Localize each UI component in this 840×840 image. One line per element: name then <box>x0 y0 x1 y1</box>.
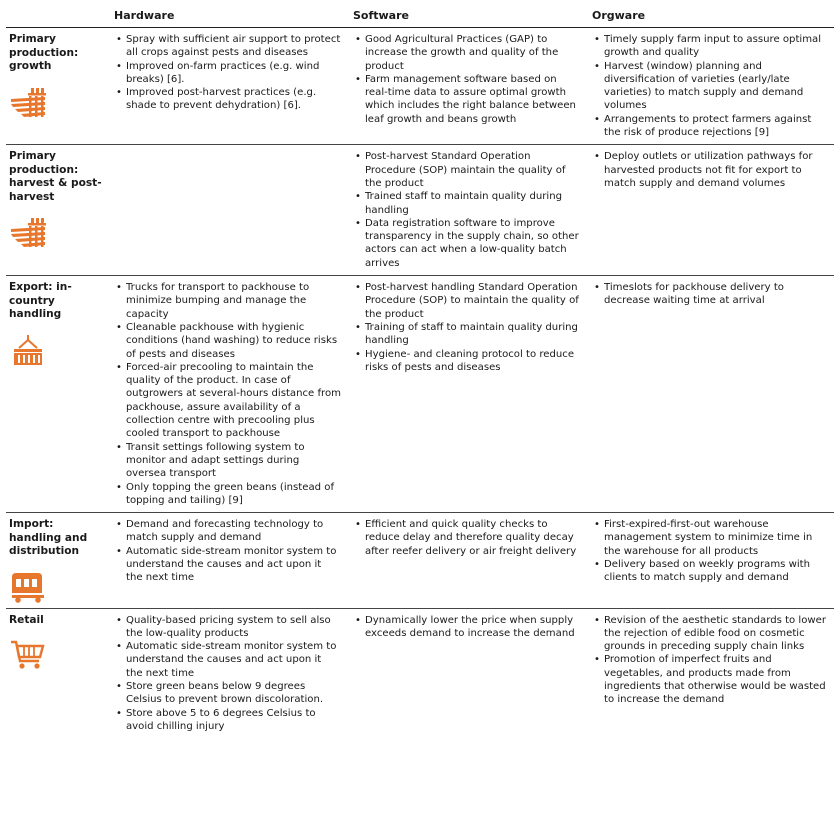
hardware-list <box>112 281 341 507</box>
measures-table <box>6 3 834 738</box>
software-cell <box>345 28 584 145</box>
hardware-cell <box>106 513 345 609</box>
stage-cell <box>6 28 106 145</box>
stage-label: Primary production: harvest & post-harvest <box>9 150 102 203</box>
delivery-truck-icon <box>9 571 47 603</box>
list-item: • Post-harvest handling Standard Operation Procedure (SOP) to maintain the quality of the product <box>365 281 580 321</box>
software-list <box>351 614 580 641</box>
list-item: • Data registration software to improve transparency in the supply chain, so other actors can act when a low-quality batch arrives <box>365 217 580 270</box>
hardware-cell <box>106 276 345 513</box>
list-item: • Trained staff to maintain quality during handling <box>365 190 580 217</box>
list-item: • Trucks for transport to packhouse to minimize bumping and manage the capacity <box>126 281 341 321</box>
list-item: • Spray with sufficient air support to protect all crops against pests and diseases <box>126 33 341 60</box>
orgware-cell <box>584 145 834 276</box>
software-cell <box>345 145 584 276</box>
list-item: • Store above 5 to 6 degrees Celsius to avoid chilling injury <box>126 707 341 734</box>
orgware-list <box>590 281 830 308</box>
software-cell <box>345 513 584 609</box>
list-item: • Training of staff to maintain quality during handling <box>365 321 580 348</box>
list-item: • Store green beans below 9 degrees Celsius to prevent brown discoloration. <box>126 680 341 707</box>
field-crop-icon <box>9 86 47 118</box>
list-item: • Timeslots for packhouse delivery to decrease waiting time at arrival <box>604 281 830 308</box>
list-item: • Revision of the aesthetic standards to lower the rejection of edible food on cosmetic grounds in preceding supply chain links <box>604 614 830 654</box>
table-row <box>6 276 834 513</box>
orgware-list <box>590 518 830 584</box>
stage-label: Import: handling and distribution <box>9 518 88 558</box>
list-item: • Harvest (window) planning and diversification of varieties (early/late varieties) to match supply and demand volumes <box>604 60 830 113</box>
orgware-list <box>590 150 830 190</box>
stage-label: Primary production: growth <box>9 33 79 72</box>
orgware-cell <box>584 28 834 145</box>
software-list <box>351 281 580 374</box>
list-item: • Improved post-harvest practices (e.g. shade to prevent dehydration) [6]. <box>126 86 341 113</box>
header-orgware: Orgware <box>584 3 834 28</box>
list-item: • Automatic side-stream monitor system to understand the causes and act upon it the next time <box>126 545 341 585</box>
list-item: • Promotion of imperfect fruits and vegetables, and products made from ingredients that otherwise would be wasted to increase the demand <box>604 653 830 706</box>
software-cell <box>345 276 584 513</box>
list-item: • First-expired-first-out warehouse management system to minimize time in the warehouse for all products <box>604 518 830 558</box>
list-item: • Dynamically lower the price when supply exceeds demand to increase the demand <box>365 614 580 641</box>
list-item: • Efficient and quick quality checks to reduce delay and therefore quality decay after reefer delivery or air freight delivery <box>365 518 580 558</box>
list-item: • Cleanable packhouse with hygienic conditions (hand washing) to reduce risks of pests and diseases <box>126 321 341 361</box>
software-list <box>351 33 580 126</box>
hardware-cell <box>106 145 345 276</box>
header-hardware: Hardware <box>106 3 345 28</box>
list-item: • Forced-air precooling to maintain the quality of the product. In case of outgrowers at several-hours distance from packhouse, assure availability of a collection centre with precooling plus cooled transport to packhouse <box>126 361 341 441</box>
stage-cell <box>6 145 106 276</box>
header-row <box>6 3 834 28</box>
table-row <box>6 608 834 738</box>
header-software: Software <box>345 3 584 28</box>
stage-label: Export: in-country handling <box>9 281 72 321</box>
hardware-cell <box>106 608 345 738</box>
list-item: • Arrangements to protect farmers against the risk of produce rejections [9] <box>604 113 830 140</box>
table-row <box>6 513 834 609</box>
orgware-cell <box>584 513 834 609</box>
list-item: • Only topping the green beans (instead of topping and tailing) [9] <box>126 481 341 508</box>
table-row <box>6 145 834 276</box>
list-item: • Delivery based on weekly programs with clients to match supply and demand <box>604 558 830 585</box>
software-cell <box>345 608 584 738</box>
orgware-cell <box>584 276 834 513</box>
orgware-cell <box>584 608 834 738</box>
orgware-list <box>590 33 830 139</box>
header-stage <box>6 3 106 28</box>
stage-cell <box>6 276 106 513</box>
table-row <box>6 28 834 145</box>
list-item: • Improved on-farm practices (e.g. wind breaks) [6]. <box>126 60 341 87</box>
software-list <box>351 518 580 558</box>
table-body <box>6 28 834 739</box>
list-item: • Good Agricultural Practices (GAP) to increase the growth and quality of the product <box>365 33 580 73</box>
list-item: • Deploy outlets or utilization pathways for harvested products not fit for export to match supply and demand volumes <box>604 150 830 190</box>
hardware-list <box>112 33 341 113</box>
stage-cell <box>6 608 106 738</box>
stage-cell <box>6 513 106 609</box>
list-item: • Timely supply farm input to assure optimal growth and quality <box>604 33 830 60</box>
crane-container-icon <box>9 334 47 366</box>
list-item: • Hygiene- and cleaning protocol to reduce risks of pests and diseases <box>365 348 580 375</box>
hardware-cell <box>106 28 345 145</box>
hardware-list <box>112 518 341 584</box>
list-item: • Automatic side-stream monitor system to understand the causes and act upon it the next time <box>126 640 341 680</box>
list-item: • Transit settings following system to monitor and adapt settings during oversea transport <box>126 441 341 481</box>
list-item: • Demand and forecasting technology to match supply and demand <box>126 518 341 545</box>
list-item: • Post-harvest Standard Operation Procedure (SOP) maintain the quality of the product <box>365 150 580 190</box>
field-crop-icon <box>9 216 47 248</box>
list-item: • Quality-based pricing system to sell also the low-quality products <box>126 614 341 641</box>
list-item: • Farm management software based on real-time data to assure optimal growth which includes the right balance between leaf growth and beans growth <box>365 73 580 126</box>
hardware-list <box>112 614 341 734</box>
stage-label: Retail <box>9 613 44 626</box>
orgware-list <box>590 614 830 707</box>
software-list <box>351 150 580 270</box>
shopping-cart-icon <box>9 639 47 671</box>
